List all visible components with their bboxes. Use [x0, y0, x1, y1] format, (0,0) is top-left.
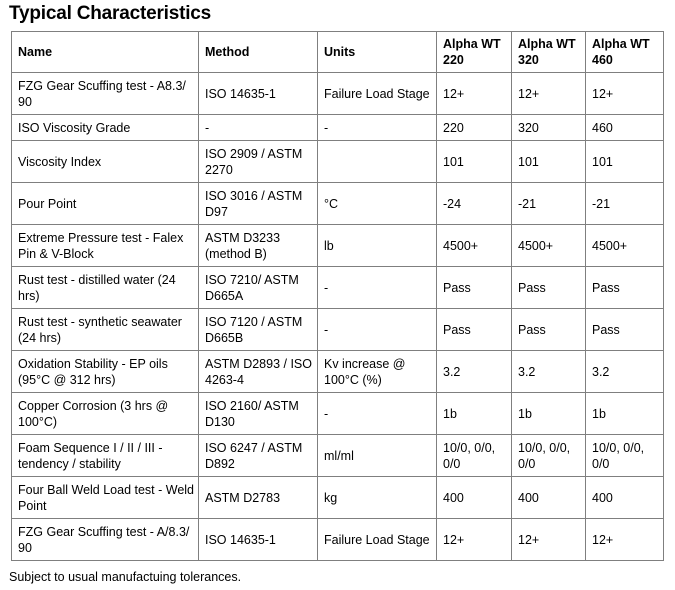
cell-alpha-wt-460: 400: [586, 477, 664, 519]
cell-alpha-wt-220: -24: [437, 183, 512, 225]
table-row: [12, 115, 664, 141]
cell-alpha-wt-320: Pass: [512, 267, 586, 309]
cell-alpha-wt-320: -21: [512, 183, 586, 225]
cell-alpha-wt-320: 400: [512, 477, 586, 519]
cell-method: ISO 2160/ ASTM D130: [199, 393, 318, 435]
table-row: [12, 351, 664, 393]
cell-alpha-wt-460: 101: [586, 141, 664, 183]
table-row: [12, 309, 664, 351]
cell-name: Viscosity Index: [12, 141, 199, 183]
cell-method: ISO 7120 / ASTM D665B: [199, 309, 318, 351]
cell-alpha-wt-460: Pass: [586, 309, 664, 351]
cell-name: Extreme Pressure test - Falex Pin & V-Block: [12, 225, 199, 267]
cell-alpha-wt-220: 4500+: [437, 225, 512, 267]
cell-name: Rust test - synthetic seawater (24 hrs): [12, 309, 199, 351]
header-units: Units: [318, 32, 437, 73]
cell-alpha-wt-220: 101: [437, 141, 512, 183]
cell-units: -: [318, 267, 437, 309]
cell-name: Copper Corrosion (3 hrs @ 100°C): [12, 393, 199, 435]
cell-units: kg: [318, 477, 437, 519]
page-title: Typical Characteristics: [9, 3, 212, 24]
table-row: [12, 435, 664, 477]
cell-name: FZG Gear Scuffing test - A8.3/ 90: [12, 73, 199, 115]
table-row: [12, 73, 664, 115]
table-row: [12, 267, 664, 309]
cell-alpha-wt-460: 12+: [586, 73, 664, 115]
cell-method: ISO 3016 / ASTM D97: [199, 183, 318, 225]
table-row: [12, 477, 664, 519]
cell-alpha-wt-460: 10/0, 0/0, 0/0: [586, 435, 664, 477]
cell-alpha-wt-220: 12+: [437, 73, 512, 115]
cell-alpha-wt-220: Pass: [437, 309, 512, 351]
cell-alpha-wt-460: 4500+: [586, 225, 664, 267]
cell-units: Kv increase @ 100°C (%): [318, 351, 437, 393]
cell-method: ISO 14635-1: [199, 73, 318, 115]
characteristics-table: [11, 31, 664, 561]
cell-name: Foam Sequence I / II / III - tendency / stability: [12, 435, 199, 477]
cell-alpha-wt-320: Pass: [512, 309, 586, 351]
cell-alpha-wt-460: 3.2: [586, 351, 664, 393]
cell-units: ml/ml: [318, 435, 437, 477]
footer-note: Subject to usual manufactuing tolerances.: [9, 570, 242, 584]
cell-alpha-wt-460: 1b: [586, 393, 664, 435]
cell-name: Oxidation Stability - EP oils (95°C @ 312 hrs): [12, 351, 199, 393]
header-alpha-wt-220: Alpha WT 220: [437, 32, 512, 73]
cell-alpha-wt-460: -21: [586, 183, 664, 225]
cell-name: Pour Point: [12, 183, 199, 225]
header-method: Method: [199, 32, 318, 73]
cell-alpha-wt-220: 3.2: [437, 351, 512, 393]
cell-alpha-wt-320: 320: [512, 115, 586, 141]
header-alpha-wt-320: Alpha WT 320: [512, 32, 586, 73]
cell-method: ASTM D2893 / ISO 4263-4: [199, 351, 318, 393]
cell-alpha-wt-320: 1b: [512, 393, 586, 435]
cell-alpha-wt-320: 12+: [512, 73, 586, 115]
cell-alpha-wt-220: 220: [437, 115, 512, 141]
cell-units: lb: [318, 225, 437, 267]
cell-method: ASTM D2783: [199, 477, 318, 519]
cell-name: Four Ball Weld Load test - Weld Point: [12, 477, 199, 519]
cell-units: -: [318, 115, 437, 141]
cell-units: °C: [318, 183, 437, 225]
cell-units: -: [318, 393, 437, 435]
cell-method: ISO 2909 / ASTM 2270: [199, 141, 318, 183]
cell-method: -: [199, 115, 318, 141]
cell-name: ISO Viscosity Grade: [12, 115, 199, 141]
cell-alpha-wt-320: 10/0, 0/0, 0/0: [512, 435, 586, 477]
cell-units: [318, 141, 437, 183]
cell-alpha-wt-220: 1b: [437, 393, 512, 435]
header-alpha-wt-460: Alpha WT 460: [586, 32, 664, 73]
cell-name: FZG Gear Scuffing test - A/8.3/ 90: [12, 519, 199, 561]
cell-method: ASTM D3233 (method B): [199, 225, 318, 267]
cell-method: ISO 7210/ ASTM D665A: [199, 267, 318, 309]
cell-method: ISO 6247 / ASTM D892: [199, 435, 318, 477]
cell-alpha-wt-460: 12+: [586, 519, 664, 561]
table-row: [12, 519, 664, 561]
header-name: Name: [12, 32, 199, 73]
cell-alpha-wt-460: Pass: [586, 267, 664, 309]
cell-alpha-wt-320: 4500+: [512, 225, 586, 267]
cell-units: -: [318, 309, 437, 351]
cell-alpha-wt-460: 460: [586, 115, 664, 141]
cell-name: Rust test - distilled water (24 hrs): [12, 267, 199, 309]
cell-alpha-wt-320: 12+: [512, 519, 586, 561]
table-row: [12, 141, 664, 183]
cell-alpha-wt-320: 3.2: [512, 351, 586, 393]
cell-alpha-wt-220: 12+: [437, 519, 512, 561]
cell-alpha-wt-220: 400: [437, 477, 512, 519]
table-row: [12, 225, 664, 267]
cell-units: Failure Load Stage: [318, 519, 437, 561]
cell-alpha-wt-220: 10/0, 0/0, 0/0: [437, 435, 512, 477]
cell-method: ISO 14635-1: [199, 519, 318, 561]
cell-alpha-wt-220: Pass: [437, 267, 512, 309]
cell-alpha-wt-320: 101: [512, 141, 586, 183]
table-row: [12, 393, 664, 435]
table-header-row: [12, 32, 664, 73]
cell-units: Failure Load Stage: [318, 73, 437, 115]
table-row: [12, 183, 664, 225]
